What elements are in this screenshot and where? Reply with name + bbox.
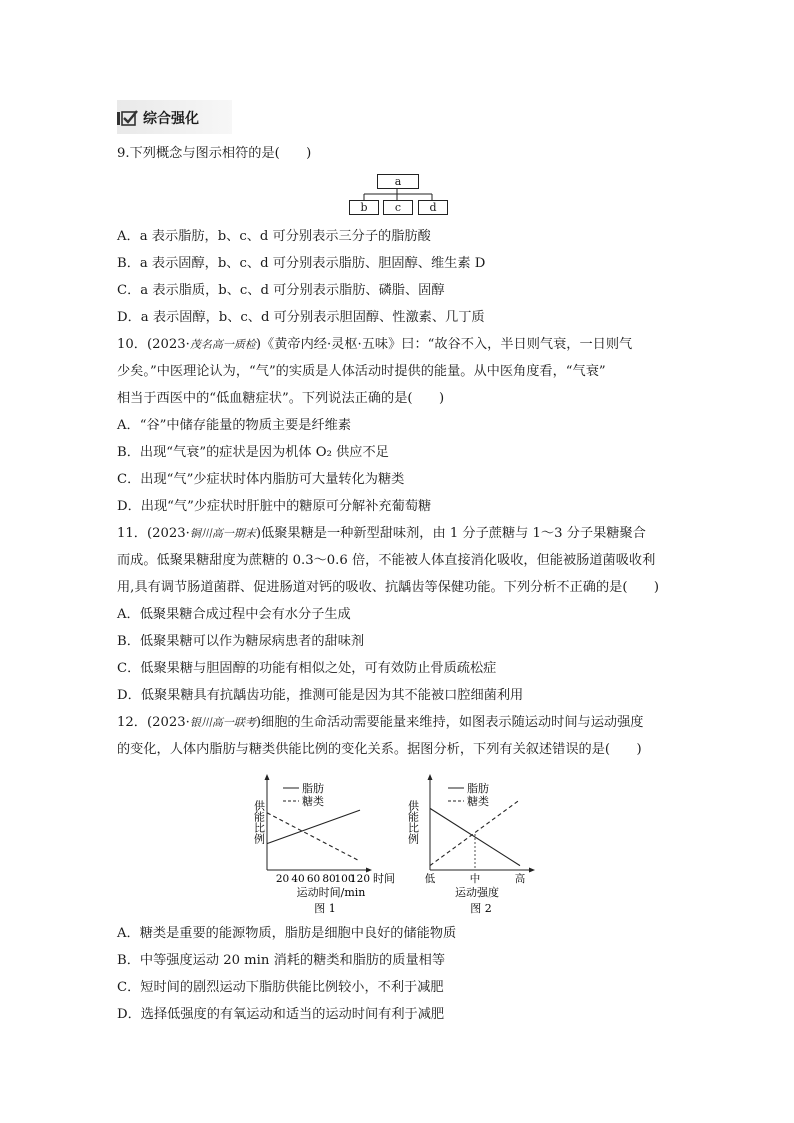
figure-1-chart <box>245 772 405 917</box>
q10-option-a: A．“谷”中储存能量的物质主要是纤维素 <box>117 418 352 433</box>
fig2-x-arrow <box>529 868 535 873</box>
q10-option-c: C．出现“气”少症状时体内脂肪可大量转化为糖类 <box>117 472 405 487</box>
fig1-y-label: 供能比例 <box>252 800 266 844</box>
q12-option-d: D．选择低强度的有氧运动和适当的运动时间有利于减肥 <box>117 1007 445 1022</box>
q9-option-a: A．a 表示脂肪，b、c、d 可分别表示三分子的脂肪酸 <box>117 229 431 244</box>
q10-stem-line3: 相当于西医中的“低血糖症状”。下列说法正确的是( ) <box>117 391 445 406</box>
tree-node-d: d <box>418 200 448 215</box>
checklist-icon <box>117 110 139 126</box>
q12-stem-line2: 的变化，人体内脂肪与糖类供能比例的变化关系。据图分析，下列有关叙述错误的是( ) <box>117 742 642 757</box>
q10-stem-text: )《黄帝内经·灵枢·五味》曰：“故谷不入，半日则气衰，一日则气 <box>255 337 633 352</box>
q10-stem-line1 <box>117 336 632 354</box>
q12-option-c: C．短时间的剧烈运动下脂肪供能比例较小，不利于减肥 <box>117 980 444 995</box>
fig1-x-end-label: 时间 <box>373 872 395 885</box>
q9-option-c: C．a 表示脂质，b、c、d 可分别表示脂肪、磷脂、固醇 <box>117 283 445 298</box>
tree-node-c: c <box>383 200 413 215</box>
fig2-tick-mid: 中 <box>469 873 481 885</box>
q12-option-a: A．糖类是重要的能源物质，脂肪是细胞中良好的储能物质 <box>117 926 457 941</box>
q9-stem: 9.下列概念与图示相符的是( ) <box>117 146 312 161</box>
fig1-tick-20: 20 <box>275 873 290 885</box>
fig1-x-label: 运动时间/min <box>296 886 366 899</box>
fig2-legend-sugar: 糖类 <box>467 795 489 808</box>
q12-stem-text: )细胞的生命活动需要能量来维持，如图表示随运动时间与运动强度 <box>255 715 644 730</box>
fig1-legend-sugar: 糖类 <box>302 795 324 808</box>
fig1-tick-120: 120 <box>349 873 371 885</box>
fig2-tick-high: 高 <box>514 873 526 885</box>
section-header <box>117 100 232 134</box>
q10-option-b: B．出现“气衰”的症状是因为机体 O₂ 供应不足 <box>117 445 389 460</box>
q12-option-b: B．中等强度运动 20 min 消耗的糖类和脂肪的质量相等 <box>117 953 446 968</box>
fig1-legend-fat: 脂肪 <box>302 782 324 795</box>
fig1-tick-40: 40 <box>291 873 305 885</box>
fig1-y-arrow <box>265 774 270 780</box>
fig2-legend-fat: 脂肪 <box>467 782 489 795</box>
q12-number: 12．(2023· <box>117 715 190 730</box>
figure-2-chart <box>405 772 545 917</box>
q10-number: 10．(2023· <box>117 337 190 352</box>
fig1-sugar-line <box>267 813 360 861</box>
q11-stem-line2: 而成。低聚果糖甜度为蔗糖的 0.3～0.6 倍，不能被人体直接消化吸收，但能被肠道菌吸收利 <box>117 553 656 568</box>
fig2-caption: 图 2 <box>470 902 492 915</box>
q9-option-d: D．a 表示固醇，b、c、d 可分别表示胆固醇、性激素、几丁质 <box>117 310 485 325</box>
q11-option-b: B．低聚果糖可以作为糖尿病患者的甜味剂 <box>117 634 365 649</box>
fig1-x-arrow <box>366 868 372 873</box>
q10-option-d: D．出现“气”少症状时肝脏中的糖原可分解补充葡萄糖 <box>117 499 432 514</box>
fig1-tick-100: 100 <box>334 873 355 885</box>
q9-option-b: B．a 表示固醇，b、c、d 可分别表示脂肪、胆固醇、维生素 D <box>117 256 486 271</box>
q12-stem-line1 <box>117 714 643 732</box>
fig2-y-arrow <box>428 774 433 780</box>
fig1-fat-line <box>267 810 360 843</box>
fig2-y-label: 供能比例 <box>406 800 420 844</box>
fig2-fat-line <box>430 808 520 865</box>
q11-stem-line3: 用,具有调节肠道菌群、促进肠道对钙的吸收、抗龋齿等保健功能。下列分析不正确的是( ) <box>117 580 659 595</box>
q10-source: 茂名高一质检 <box>189 338 256 351</box>
q11-number: 11．(2023· <box>117 526 190 541</box>
tree-node-b: b <box>349 200 379 215</box>
fig2-x-label: 运动强度 <box>455 886 499 899</box>
fig1-tick-80: 80 <box>322 873 336 885</box>
tree-node-a: a <box>377 174 419 189</box>
q12-source: 银川高一联考 <box>189 716 256 729</box>
q11-stem-line1 <box>117 525 646 543</box>
fig2-tick-low: 低 <box>424 873 436 885</box>
q11-option-c: C．低聚果糖与胆固醇的功能有相似之处，可有效防止骨质疏松症 <box>117 661 497 676</box>
q11-stem-text: )低聚果糖是一种新型甜味剂，由 1 分子蔗糖与 1～3 分子果糖聚合 <box>255 526 646 541</box>
q11-option-a: A．低聚果糖合成过程中会有水分子生成 <box>117 607 351 622</box>
fig1-caption: 图 1 <box>314 902 336 915</box>
q11-option-d: D．低聚果糖具有抗龋齿功能，推测可能是因为其不能被口腔细菌利用 <box>117 688 524 703</box>
q10-stem-line2: 少矣。”中医理论认为，“气”的实质是人体活动时提供的能量。从中医角度看，“气衰” <box>117 364 606 379</box>
fig1-tick-60: 60 <box>306 873 321 885</box>
q11-source: 铜川高一期末 <box>189 527 256 540</box>
section-title: 综合强化 <box>143 111 199 127</box>
